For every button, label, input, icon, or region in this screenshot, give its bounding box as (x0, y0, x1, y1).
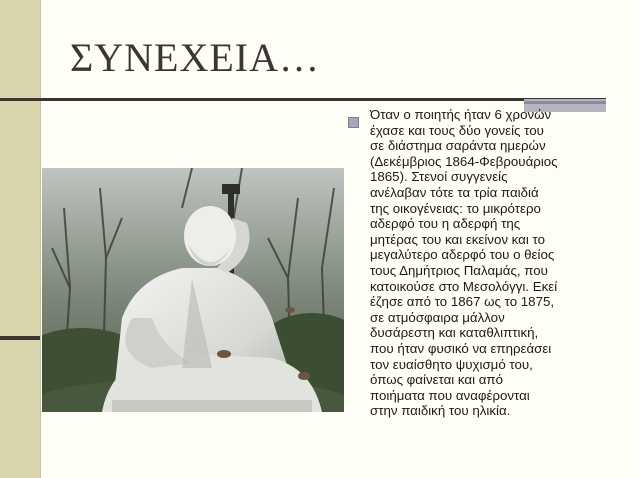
bullet-text-line: μητέρας του και εκείνον και το (370, 231, 545, 247)
bullet-text-line: τον ευαίσθητο ψυχισμό του, (370, 356, 533, 372)
bullet-text-line: στην παιδική του ηλικία. (370, 403, 511, 419)
bullet-text-line: όπως φαίνεται και από (370, 372, 503, 388)
bullet-text-line: μεγαλύτερο αδερφό του ο θείος (370, 247, 555, 263)
title-divider (0, 98, 606, 101)
bullet-text (370, 107, 615, 419)
statue-illustration (42, 168, 344, 412)
left-accent-bar (0, 336, 40, 340)
bullet-text-line: ανέλαβαν τότε τα τρία παιδιά (370, 184, 539, 200)
statue-photo (42, 168, 344, 412)
bullet-text-line: κατοικούσε στο Μεσολόγγι. Εκεί (370, 278, 558, 294)
bullet-text-line: (Δεκέμβριος 1864-Φεβρουάριος (370, 153, 558, 169)
bullet-text-line: 1865). Στενοί συγγενείς (370, 169, 508, 185)
accent-line (524, 101, 606, 104)
bullet-text-line: σε διάστημα σαράντα ημερών (370, 138, 546, 154)
slide-title: ΣΥΝΕΧΕΙΑ… (70, 35, 321, 80)
bullet-text-line: που ήταν φυσικό να επηρεάσει (370, 340, 552, 356)
bullet-text-line: αδερφό του η αδερφή της (370, 216, 521, 232)
side-bar-edge (40, 0, 41, 478)
bullet-text-line: της οικογένειας: το μικρότερο (370, 200, 541, 216)
bullet-text-line: τους Δημήτριος Παλαμάς, που (370, 262, 548, 278)
bullet-text-line: δυσάρεστη και καταθλιπτική, (370, 325, 539, 341)
bullet-text-line: έχασε και τους δύο γονείς του (370, 122, 544, 138)
bullet-text-line: Όταν ο ποιητής ήταν 6 χρονών (370, 107, 552, 122)
left-side-bar (0, 0, 40, 478)
bullet-text-line: σε ατμόσφαιρα μάλλον (370, 309, 505, 325)
bullet-text-line: έζησε από το 1867 ως το 1875, (370, 294, 555, 310)
bullet-text-line: ποιήματα που αναφέρονται (370, 387, 530, 403)
square-bullet-icon (348, 117, 359, 128)
